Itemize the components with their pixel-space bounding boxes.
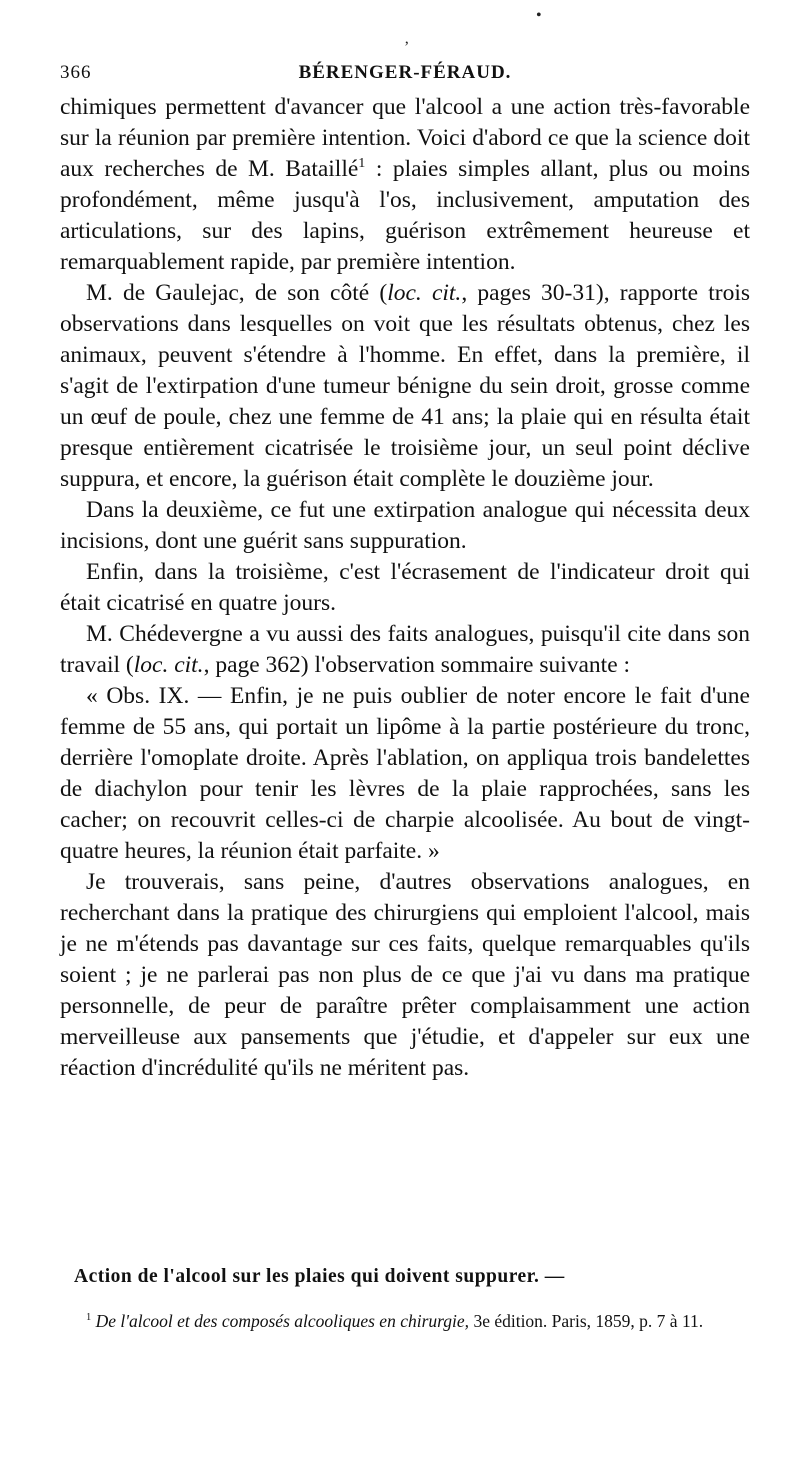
footnote-marker: 1 (86, 1312, 92, 1324)
footnotes (60, 1310, 750, 1332)
top-speck: • (536, 7, 542, 24)
paragraph-5 (60, 619, 750, 681)
running-header (60, 62, 750, 88)
footnote-reference: 1 (358, 155, 366, 172)
paragraph-5-text-b: , page 362) l'observation sommaire suivante : (203, 652, 631, 678)
top-tick: ʼ (404, 39, 410, 56)
footnote-1 (60, 1310, 750, 1332)
section-heading: Action de l'alcool sur les plaies qui doivent suppurer. — (74, 1266, 565, 1287)
paragraph-3: Dans la deuxième, ce fut une extirpation analogue qui nécessita deux incisions, dont une guérit sans suppuration. (60, 497, 750, 554)
footnote-title: De l'alcool et des composés alcooliques en chirurgie, (95, 1311, 470, 1331)
quoted-observation (60, 681, 750, 867)
quote-text: « Obs. IX. — Enfin, je ne puis oublier de noter encore le fait d'une femme de 55 ans, qui portait un lipôme à la partie postérieure du tronc, derrière l'omoplate droite. Après l'ablation, on appliqua trois bandelettes de diachylon pour tenir les lèvres de la plaie rapprochées, sans les cacher; on recouvrit celles-ci de charpie alcoolisée. Au bout de vingt-quatre heures, la réunion était parfaite. » (60, 683, 750, 864)
paragraph-2-text-b: , pages 30-31), rapporte trois observations dans lesquelles on voit que les résultats obtenus, chez les animaux, peuvent s'étendre à l'homme. En effet, dans la première, il s'agit de l'extirpation d'une tumeur bénigne du sein droit, grosse comme un œuf de poule, chez une femme de 41 ans; la plaie qui en résulta était presque entièrement cicatrisée le troisième jour, un seul point déclive suppura, et encore, la guérison était complète le douzième jour. (60, 280, 750, 492)
paragraph-5-text-a: M. Chédevergne a vu aussi des faits analogues, puisqu'il cite dans son travail ( (60, 621, 750, 678)
paragraph-4: Enfin, dans la troisième, c'est l'écrasement de l'indicateur droit qui était cicatrisé en quatre jours. (60, 559, 750, 616)
paragraph-1-text-a: chimiques permettent d'avancer que l'alcool a une action très-favorable sur la réunion par première intention. Voici d'abord ce que la science doit aux recherches de M. Bataillé (60, 94, 750, 182)
paragraph-6: Je trouverais, sans peine, d'autres observations analogues, en recherchant dans la pratique des chirurgiens qui emploient l'alcool, mais je ne m'étends pas davantage sur ces faits, quelque remarquables qu'ils soient ; je ne parlerai pas non plus de ce que j'ai vu dans ma pratique personnelle, de peur de paraître prêter complaisamment une action merveilleuse aux pansements que j'étudie, et d'appeler sur eux une réaction d'incrédulité qu'ils ne méritent pas. (60, 869, 750, 1081)
page-number: 366 (60, 62, 92, 83)
running-title: BÉRENGER-FÉRAUD. (298, 62, 512, 83)
paragraph-2 (60, 278, 750, 495)
paragraph-1 (60, 92, 750, 278)
body-text (60, 92, 750, 1084)
paragraph-5-citation: loc. cit. (133, 652, 204, 678)
paragraph-1-text-b: : plaies simples allant, plus ou moins profondément, même jusqu'à l'os, inclusivement, amputation des articulations, sur des lapins, guérison extrêmement heureuse et remarquablement rapide, par première intention. (60, 156, 750, 275)
footnote-rest: 3e édition. Paris, 1859, p. 7 à 11. (469, 1311, 704, 1331)
paragraph-2-text-a: M. de Gaulejac, de son côté ( (86, 280, 388, 306)
paragraph-2-citation: loc. cit. (387, 280, 462, 306)
